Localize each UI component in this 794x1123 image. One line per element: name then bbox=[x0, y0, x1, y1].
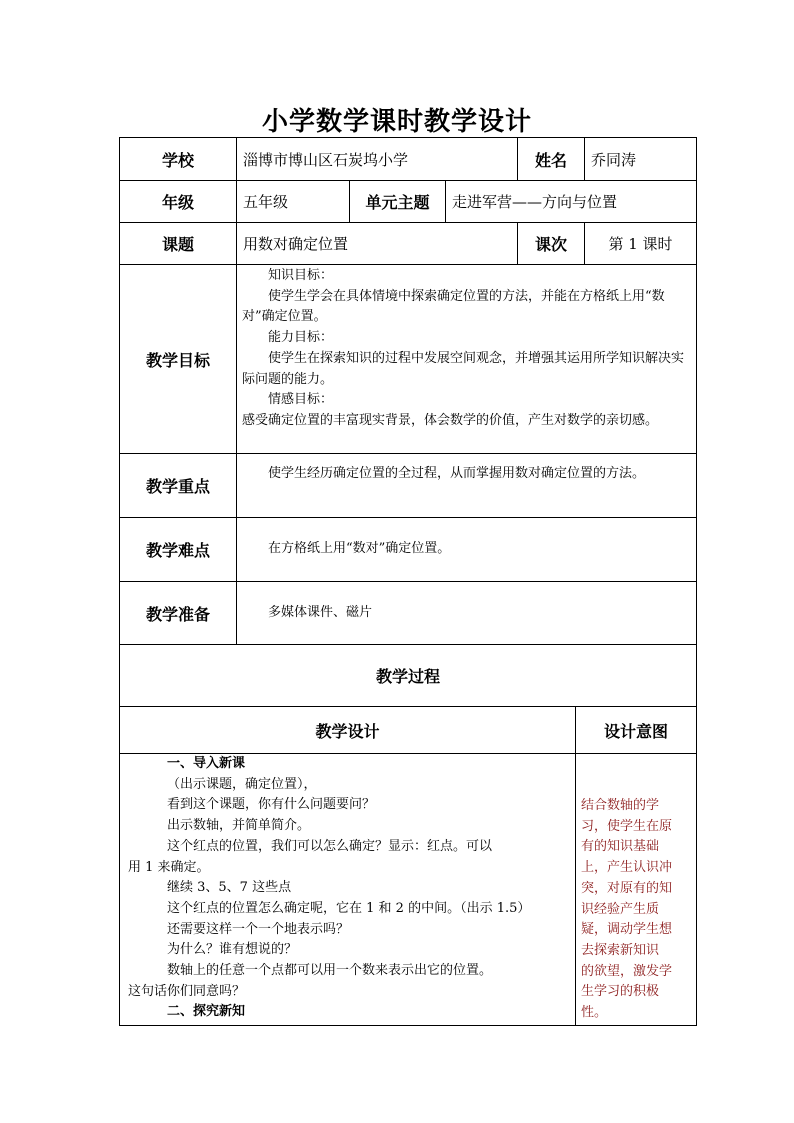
process-line: 继续 3、5、7 这些点 bbox=[167, 880, 292, 896]
preparation-text: 多媒体课件、磁片 bbox=[268, 605, 373, 620]
grade-value: 五年级 bbox=[243, 193, 289, 211]
intent-line: 生学习的积极 bbox=[581, 984, 660, 1000]
intent-line: 性。 bbox=[581, 1005, 608, 1021]
lesson-value: 第 1 课时 bbox=[608, 235, 673, 253]
topic-value: 用数对确定位置 bbox=[243, 235, 349, 253]
topic-label: 课题 bbox=[161, 235, 194, 254]
intent-line: 疑，调动学生想 bbox=[581, 922, 673, 938]
preparation-content bbox=[242, 603, 690, 624]
difficulties-content bbox=[242, 539, 690, 560]
knowledge-text: 使学生学会在具体情境中探索确定位置的方法，并能在方格纸上用“数对”确定位置。 bbox=[242, 288, 665, 325]
process-line: 为什么？谁有想说的？ bbox=[167, 942, 298, 958]
name-label: 姓名 bbox=[534, 150, 567, 170]
key-points-text: 使学生经历确定位置的全过程，从而掌握用数对确定位置的方法。 bbox=[268, 466, 646, 481]
unit-value: 走进军营——方向与位置 bbox=[452, 193, 618, 211]
intent-line: 上，产生认识冲 bbox=[581, 860, 673, 876]
intent-label: 设计意图 bbox=[603, 721, 668, 741]
intent-line: 识经验产生质 bbox=[581, 901, 660, 917]
intent-line: 去探索新知识 bbox=[581, 942, 660, 958]
process-line: 这个红点的位置怎么确定呢，它在 1 和 2 的中间。（出示 1.5） bbox=[167, 900, 531, 916]
process-line: 看到这个课题，你有什么问题要问？ bbox=[167, 797, 376, 813]
process-line: 还需要这样一个一个地表示吗？ bbox=[167, 921, 350, 937]
process-content bbox=[128, 754, 572, 1023]
school-value: 淄博市博山区石炭坞小学 bbox=[243, 150, 409, 169]
goals-label: 教学目标 bbox=[145, 350, 210, 370]
design-label: 教学设计 bbox=[315, 721, 380, 741]
grade-label: 年级 bbox=[161, 193, 194, 212]
lesson-label: 课次 bbox=[534, 235, 567, 254]
intent-content bbox=[581, 796, 693, 1024]
intent-line: 结合数轴的学 bbox=[581, 798, 660, 813]
process-line: 一、导入新课 bbox=[167, 756, 246, 771]
process-line: 这句话你们同意吗？ bbox=[128, 983, 246, 999]
process-line: 出示数轴，并简单简介。 bbox=[167, 818, 311, 834]
intent-line: 突，对原有的知 bbox=[581, 880, 673, 896]
process-line: 二、探究新知 bbox=[167, 1004, 246, 1020]
process-line: 用 1 来确定。 bbox=[128, 859, 210, 875]
process-line: （出示课题，确定位置）， bbox=[167, 776, 317, 792]
name-value: 乔同涛 bbox=[591, 150, 637, 169]
intent-line: 习，使学生在原 bbox=[581, 818, 673, 834]
knowledge-heading: 知识目标： bbox=[268, 268, 334, 283]
difficulties-text: 在方格纸上用“数对”确定位置。 bbox=[268, 541, 451, 556]
ability-heading: 能力目标： bbox=[268, 330, 334, 346]
school-label: 学校 bbox=[161, 150, 194, 170]
ability-text: 使学生在探索知识的过程中发展空间观念，并增强其运用所学知识解决实际问题的能力。 bbox=[242, 350, 685, 387]
key-points-label: 教学重点 bbox=[145, 477, 210, 496]
goals-content bbox=[242, 266, 690, 432]
process-line: 数轴上的任意一个点都可以用一个数来表示出它的位置。 bbox=[167, 963, 493, 979]
key-points-content bbox=[242, 464, 690, 485]
preparation-label: 教学准备 bbox=[145, 604, 210, 624]
intent-line: 的欲望，激发学 bbox=[581, 963, 673, 979]
difficulties-label: 教学难点 bbox=[145, 541, 210, 560]
page-title: 小学数学课时教学设计 bbox=[261, 107, 532, 137]
process-label: 教学过程 bbox=[375, 667, 440, 686]
emotion-heading: 情感目标： bbox=[268, 392, 334, 408]
process-line: 这个红点的位置，我们可以怎么确定？显示：红点。可以 bbox=[167, 838, 493, 854]
unit-label: 单元主题 bbox=[365, 193, 430, 212]
emotion-text: 感受确定位置的丰富现实背景，体会数学的价值，产生对数学的亲切感。 bbox=[242, 412, 659, 428]
intent-line: 有的知识基础 bbox=[581, 839, 660, 855]
